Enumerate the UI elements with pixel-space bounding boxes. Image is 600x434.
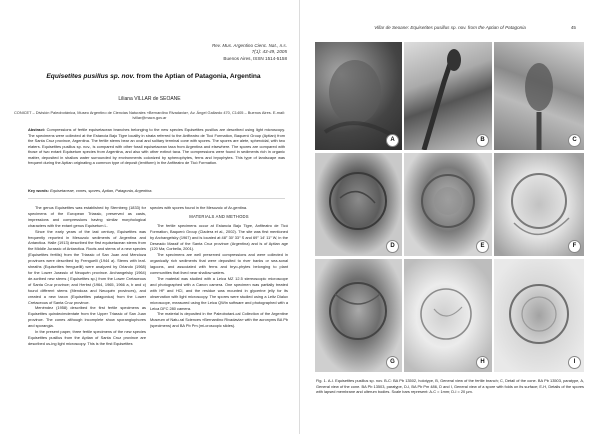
abstract-text: Compressions of fertile equisetacean branches belonging to the new species Equisetites pusillus are described using light microscopy. The specimens were collected at the Estancia Bajo Tigre locality in strata referred to the Anfiteatro de Ticó Formation, Baqueró Group (Aptian) from the Santa Cruz province, Argentina. The fertile stems bear an oval and solitary terminal cone with spores. The spores are alete, spheroidal, with two elaters. Equisetites pusillus sp. nov., is compared with other fossil equisetacean taxa from Argentina and elsewhere. The spores are compared with those of two extant Equisetum species from Argentina, and also with other extinct taxa. The compressions were found in sediments rich in organic matter, deposited in shallow water surrounded by environments colonized by sphenophytes, ferns and bryophytes. This type of landscape was frequent during the Aptian originating a common type of deposit (lentiform) in the Anfiteatro de Ticó Formation. [28, 127, 285, 166]
article-title [20, 72, 287, 81]
running-head: Villar de Seoane: Equisetites pusillus sp. nov. from the Aptian of Patagonia [374, 25, 526, 30]
keywords [28, 188, 285, 194]
journal-citation [212, 43, 287, 62]
paragraph: species with spores found in the Mesozoic of Ar-gentina. [150, 205, 248, 210]
plate-label: G [386, 356, 399, 369]
body-column-left [28, 205, 146, 347]
plate-label: H [476, 356, 489, 369]
article-title-species: Equisetites pusillus sp. nov. [46, 73, 135, 80]
page-number: 45 [570, 25, 576, 30]
plate-label: A [386, 134, 399, 147]
plate-label: E [476, 240, 489, 253]
plate-c-image [494, 42, 584, 150]
keywords-text: Equisetaceae, cones, spores, Aptian, Patagonia, Argentina. [50, 188, 153, 193]
paragraph: The genus Equisetites was established by Sternberg (1833) for specimens of the European Triassic, preserved as casts, impressions and compressions having similar morphological characters with the extant genus Equisetum L. [28, 205, 146, 228]
plate-h-image [404, 259, 492, 372]
abstract-label: Abstract: [28, 127, 46, 132]
plate-g-image [315, 259, 402, 372]
article-title-rest: from the Aptian of Patagonia, Argentina [134, 73, 261, 80]
plate-g-texture [315, 259, 402, 372]
paragraph: The specimens are well preserved compressions and were collected in organically rich sediments that were deposited to river banks or sea-sonal lagoons, and associated with ferns and bryo-phytes belonging to plant communities that lived near shallow waters. [150, 252, 288, 276]
paragraph: In the present paper, three fertile specimens of the new species Equisetites pusillus from the Aptian of Santa Cruz province are described us-ing light microscopy. This is the first Equisetites [28, 329, 146, 346]
section-divider [28, 198, 285, 199]
journal-line-3: Buenos Aires, ISSN 1514-5158 [223, 55, 287, 61]
keywords-label: Key words: [28, 188, 49, 193]
right-page [300, 0, 600, 434]
author-name: Liliana VILLAR de SEOANE [118, 96, 181, 102]
figure-caption: Fig. 1. A-I. Equisetites pusillus sp. nov. B-C: BA Pb 13502, holotype, B, General view of the fertile branch; C, Detail of the cone. BA Pb 13503, paratype, A, General view of the cone. BA Pb 13503, paratype, D-I, BA Pb Pm 486, D and I, General view of a spore with folds on its surface; E-H, Details of the spores with lapsed membrane and ulterum bodies. Scale bars represent: A-C = 1mm; D-I = 20 µm. [316, 378, 584, 394]
abstract [28, 127, 285, 166]
plate-d-image [315, 153, 402, 256]
journal-line-2: 7(1): 43-49, 2005 [251, 49, 287, 55]
plate-i-image [494, 259, 584, 372]
plate-label: F [568, 240, 581, 253]
plate-a-image [315, 42, 402, 150]
plate-label: D [386, 240, 399, 253]
paragraph: The material is deposited in the Paleobotani-cal Collection of the Argentine Museum of Natu-ral Sciences «Bernardino Rivadavia» with the acronyms BA Pb (specimens) and BA Pb Pm (mi-croscopic slides). [150, 311, 288, 329]
paragraph: The material was studied with a Leica MZ 12.5 stereoscopic microscope and photographed with a Canon camera. One specimen was partially treated with HF and HCl, and the residue was mounted in glycerine jelly for its observation with light microscopy. The spores were studied using a Leitz Dialux microscope, measured using the Leica QWin software and photographed with a Leica DFC 280 camera. [150, 275, 288, 311]
body-column-right [150, 205, 288, 329]
plate-b-image [404, 42, 492, 150]
journal-line-1: Rev. Mus. Argentino Cienc. Nat., n.s. [211, 43, 287, 48]
paragraph: The fertile specimens occur at Estancia Bajo Tigre, Anfiteatro de Ticó Formation, Baqueró Group (Cladera et al., 2002). The site was first mentioned by Archangelsky (1967) and is located at 48° 30′ 33″ S and 69° 14′ 11″ W, in the Deseado Massif of the Santa Cruz province (Argentina) and is of Aptian age (120 Ma; Corbella, 2001). [150, 222, 288, 252]
author-affiliation: CONICET – División Paleobotánica, Museo Argentino de Ciencias Naturales «Bernardino Rivadavia», Av. Ángel Gallardo 470, C1405 – Buenos Aires. E-mail: lvillar@macn.gov.ar [14, 110, 285, 121]
paragraph: Since the early years of the last century, Equisetites was frequently reported in Mesozoic sediments of Argentina and Antarctica. Halle (1913) described the first equisetacean stems from the Middle Jurassic of Antarctica. Roots and stems of a new species (Equisetites fertilis) from the Triassic of San Juan and Mendoza provinces were described by Frenguelli (1944 a). Stems with leaf-sheaths (Equisetites frenguellii) were analyzed by Orlando (1968) for the Lower Jurassic of Neuquén province. Archangelsky (1964) de-scribed new stems ( Equisetites sp.) from the Lower Cretaceous of Santa Cruz province; and Herbst (1964, 1965, 1966 a, b and c) found different stems (Mendoza and Neuquén provinces), and created a new taxon (Equisetites patagonica) from the Lower Cretaceous of Santa Cruz province. [28, 228, 146, 305]
paragraph: Menéndez (1958) described the first fertile specimens as Equisetites quindecimdentate from the Upper Triassic of San Juan province. The cones although incomplete show sporangiophores and sporangia. [28, 305, 146, 329]
plate-label: I [568, 356, 581, 369]
plate-i-texture [494, 259, 584, 372]
plate-h-texture [404, 259, 492, 372]
plate-label: B [476, 134, 489, 147]
plate-f-image [494, 153, 584, 256]
section-heading: MATERIALS AND METHODS [189, 213, 249, 219]
plate-label: C [568, 134, 581, 147]
plate-e-image [404, 153, 492, 256]
